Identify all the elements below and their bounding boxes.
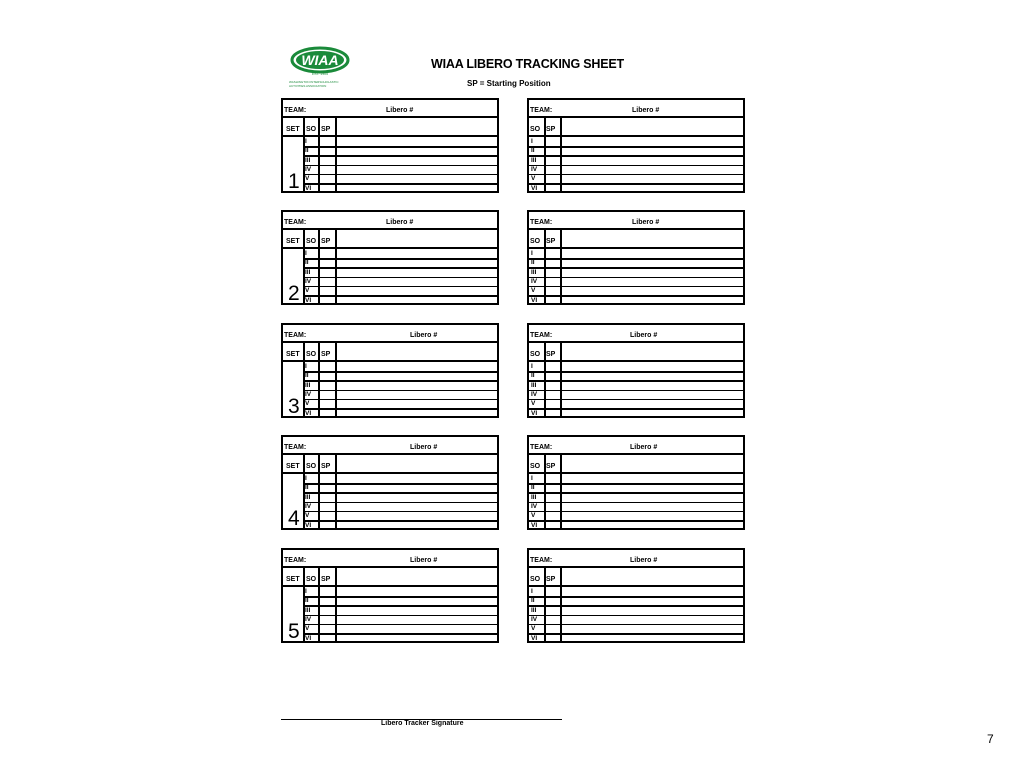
set-number: 5 [288,620,300,643]
set-table-team-a [281,323,499,418]
sp-column-header: SP [321,351,331,358]
team-label: TEAM: [284,332,307,339]
rotation-label: IV [531,502,538,510]
team-name-field[interactable] [553,438,623,453]
sp-column-header: SP [546,126,556,133]
sp-column-header: SP [546,238,556,245]
set-number: 3 [288,395,300,418]
libero-number-field[interactable] [679,438,741,453]
rotation-label: VI [531,409,538,417]
rotation-label: III [531,156,537,164]
set-number: 2 [288,282,300,305]
rotation-label: I [305,363,307,370]
rotation-label: III [305,381,311,389]
libero-label: Libero # [410,444,438,451]
rotation-row[interactable] [530,296,743,306]
column-headers [283,118,497,137]
rotation-label: V [531,287,536,295]
team-label: TEAM: [530,557,553,564]
so-column-header: SO [530,576,541,583]
libero-label: Libero # [630,557,658,564]
rotation-label: I [305,588,307,595]
team-name-field[interactable] [553,326,623,341]
column-headers [283,230,497,249]
team-name-field[interactable] [307,551,377,566]
rotation-label: II [531,597,535,605]
rotation-label: VI [305,521,312,529]
rotation-label: IV [531,615,538,623]
set-number: 1 [288,170,300,193]
rotation-label: I [305,475,307,482]
rotation-row[interactable] [304,521,497,531]
libero-label: Libero # [630,444,658,451]
rotation-label: IV [531,165,538,173]
libero-label: Libero # [386,219,414,226]
rotation-label: III [531,381,537,389]
rotation-label: IV [305,502,312,510]
rotation-label: VI [305,634,312,642]
set-column-header: SET [286,463,300,470]
rotation-label: III [305,606,311,614]
team-name-field[interactable] [307,213,377,228]
libero-number-field[interactable] [433,551,495,566]
team-name-field[interactable] [553,213,623,228]
set-table-team-b [527,210,745,305]
rotation-label: VI [305,409,312,417]
team-name-field[interactable] [553,551,623,566]
set-table-team-a [281,435,499,530]
rotation-row[interactable] [304,184,497,194]
set-table-team-b [527,548,745,643]
rotation-label: VI [531,634,538,642]
sp-column-header: SP [321,126,331,133]
rotation-label: II [531,259,535,267]
set-column-header: SET [286,238,300,245]
set-column-header: SET [286,576,300,583]
rotation-label: I [531,588,533,595]
rotation-label: IV [531,277,538,285]
team-label: TEAM: [530,444,553,451]
so-column-header: SO [530,126,541,133]
rotation-row[interactable] [530,409,743,419]
logo-org-line1: WASHINGTON INTERSCHOLASTIC [289,80,339,84]
rotation-label: IV [531,390,538,398]
rotation-label: I [531,475,533,482]
rotation-label: V [531,512,536,520]
signature-label: Libero Tracker Signature [381,720,464,727]
rotation-row[interactable] [530,184,743,194]
rotation-label: I [305,250,307,257]
sp-column-header: SP [546,463,556,470]
rotation-label: V [305,625,310,633]
sp-column-header: SP [321,463,331,470]
rotation-label: VI [531,296,538,304]
rotation-label: III [531,606,537,614]
libero-label: Libero # [410,557,438,564]
libero-label: Libero # [386,107,414,114]
libero-number-field[interactable] [679,213,741,228]
team-label: TEAM: [284,107,307,114]
rotation-row[interactable] [530,634,743,644]
rotation-row[interactable] [530,521,743,531]
rotation-row[interactable] [304,409,497,419]
rotation-label: I [531,250,533,257]
rotation-label: III [531,268,537,276]
libero-label: Libero # [632,107,660,114]
rotation-label: V [305,512,310,520]
so-column-header: SO [306,238,317,245]
rotation-row[interactable] [304,296,497,306]
rotation-label: II [305,372,309,380]
logo-subtext: EST. 1905 [311,72,329,76]
rotation-label: VI [305,296,312,304]
libero-number-field[interactable] [679,551,741,566]
rotation-row[interactable] [304,634,497,644]
sp-column-header: SP [321,238,331,245]
rotation-label: IV [305,615,312,623]
so-column-header: SO [306,576,317,583]
rotation-label: I [531,363,533,370]
page-subtitle: SP = Starting Position [467,79,551,88]
rotation-label: V [305,400,310,408]
libero-number-field[interactable] [679,101,741,116]
wiaa-logo [287,45,367,90]
set-column-header: SET [286,351,300,358]
rotation-label: I [531,138,533,145]
rotation-label: III [531,493,537,501]
rotation-label: II [531,484,535,492]
libero-number-field[interactable] [433,326,495,341]
rotation-label: II [305,259,309,267]
rotation-label: V [305,175,310,183]
libero-label: Libero # [632,219,660,226]
so-column-header: SO [306,351,317,358]
rotation-label: V [531,625,536,633]
logo-text: WIAA [301,52,339,68]
rotation-label: VI [305,184,312,192]
team-label: TEAM: [530,219,553,226]
set-column-header: SET [286,126,300,133]
page-number: 7 [987,732,994,746]
so-column-header: SO [530,351,541,358]
set-table-team-a [281,210,499,305]
logo-org-line2: ACTIVITIES ASSOCIATION [289,84,327,88]
rotation-label: II [531,372,535,380]
rotation-label: II [305,597,309,605]
so-column-header: SO [530,463,541,470]
libero-label: Libero # [410,332,438,339]
sp-column-header: SP [546,576,556,583]
rotation-label: IV [305,277,312,285]
rotation-label: V [531,175,536,183]
rotation-label: III [305,493,311,501]
column-headers [283,343,497,362]
team-name-field[interactable] [307,101,377,116]
column-headers [283,568,497,587]
libero-number-field[interactable] [433,101,495,116]
libero-number-field[interactable] [433,438,495,453]
so-column-header: SO [530,238,541,245]
rotation-label: IV [305,165,312,173]
rotation-label: IV [305,390,312,398]
team-label: TEAM: [284,557,307,564]
team-label: TEAM: [284,219,307,226]
team-name-field[interactable] [553,101,623,116]
set-table-team-a [281,548,499,643]
rotation-label: III [305,156,311,164]
team-label: TEAM: [530,332,553,339]
set-table-team-a [281,98,499,193]
rotation-label: II [531,147,535,155]
so-column-header: SO [306,126,317,133]
rotation-label: II [305,484,309,492]
page-title: WIAA LIBERO TRACKING SHEET [431,57,624,71]
sp-column-header: SP [321,576,331,583]
rotation-label: V [531,400,536,408]
column-headers [283,455,497,474]
rotation-label: I [305,138,307,145]
team-name-field[interactable] [307,438,377,453]
libero-number-field[interactable] [433,213,495,228]
team-name-field[interactable] [307,326,377,341]
rotation-label: VI [531,184,538,192]
rotation-label: III [305,268,311,276]
rotation-label: V [305,287,310,295]
rotation-label: VI [531,521,538,529]
set-number: 4 [288,507,300,530]
libero-label: Libero # [630,332,658,339]
libero-number-field[interactable] [679,326,741,341]
so-column-header: SO [306,463,317,470]
sp-column-header: SP [546,351,556,358]
rotation-label: II [305,147,309,155]
set-table-team-b [527,435,745,530]
team-label: TEAM: [530,107,553,114]
team-label: TEAM: [284,444,307,451]
set-table-team-b [527,98,745,193]
set-table-team-b [527,323,745,418]
